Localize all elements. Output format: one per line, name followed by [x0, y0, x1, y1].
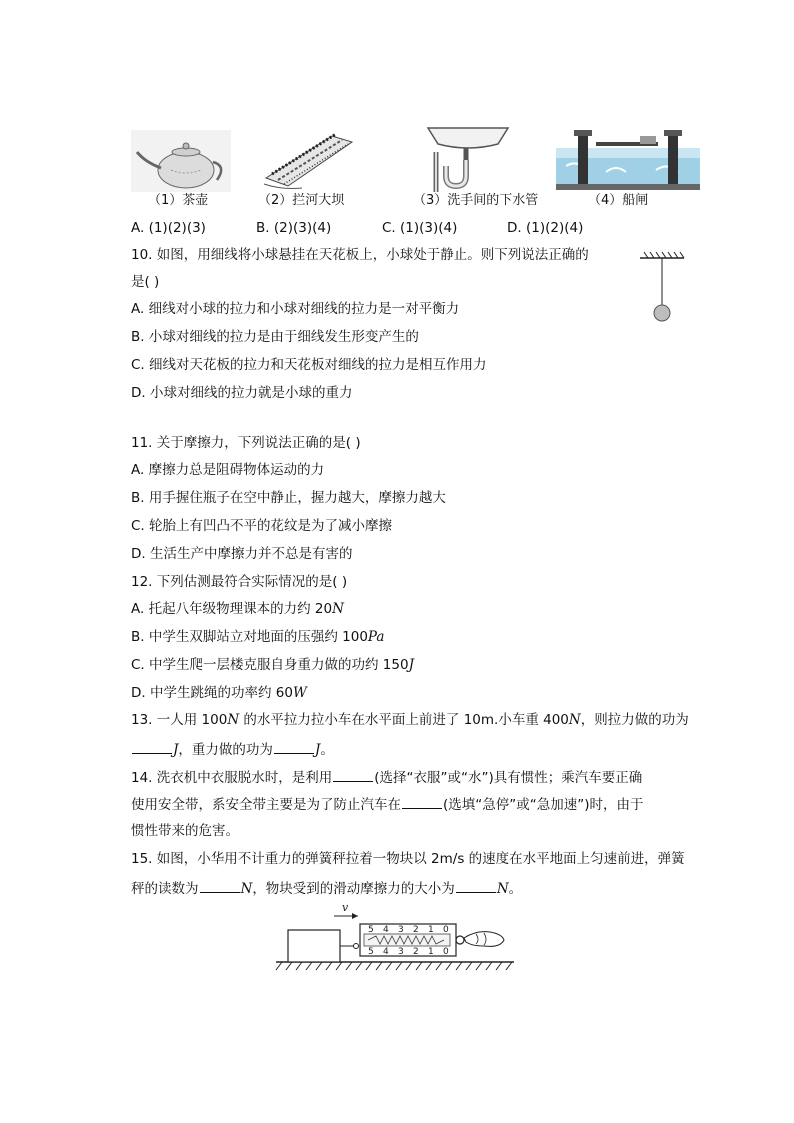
lock-caption: （4）船闸 — [588, 193, 649, 208]
q12-option-b: B. 中学生双脚站立对地面的压强约 100Pa — [131, 629, 385, 645]
velocity-label: v — [342, 901, 349, 914]
q12-option-a: A. 托起八年级物理课本的力约 20N — [131, 601, 344, 617]
q14-line1: 14. 洗衣机中衣服脱水时，是利用 (选择“衣服”或“水”)具有惯性；乘汽车要正确 — [131, 767, 642, 787]
scale-tick-top: 5 — [368, 925, 374, 935]
scale-tick-bottom: 2 — [413, 947, 419, 957]
spring-balance-figure — [276, 900, 516, 972]
dam-figure — [262, 128, 358, 192]
q15-blank-1[interactable] — [200, 878, 240, 893]
q9-option-d: D. (1)(2)(4) — [507, 220, 584, 236]
scale-tick-top: 2 — [413, 925, 419, 935]
dam-caption: （2）拦河大坝 — [258, 193, 345, 208]
q13-line1: 13. 一人用 100N 的水平拉力拉小车在水平面上前进了 10m.小车重 400N，则拉力做的功为 — [131, 712, 689, 728]
q10-option-d: D. 小球对细线的拉力就是小球的重力 — [131, 385, 353, 401]
q14-blank-1[interactable] — [333, 767, 373, 782]
q11-option-c: C. 轮胎上有凹凸不平的花纹是为了减小摩擦 — [131, 518, 393, 534]
q15-blank-2[interactable] — [456, 878, 496, 893]
scale-tick-top: 3 — [398, 925, 404, 935]
q11-stem: 11. 关于摩擦力，下列说法正确的是( ) — [131, 435, 361, 451]
scale-tick-top: 0 — [443, 925, 449, 935]
ship-lock-figure — [556, 126, 700, 192]
q10-stem-line1: 10. 如图，用细线将小球悬挂在天花板上，小球处于静止。则下列说法正确的 — [131, 247, 589, 263]
sink-drain-figure — [422, 124, 514, 194]
q13-line2: J，重力做的功为 J。 — [131, 739, 334, 759]
q11-option-d: D. 生活生产中摩擦力并不总是有害的 — [131, 546, 353, 562]
q14-blank-2[interactable] — [402, 794, 442, 809]
q12-option-c: C. 中学生爬一层楼克服自身重力做的功约 150J — [131, 657, 414, 673]
q12-option-d: D. 中学生跳绳的功率约 60W — [131, 685, 307, 701]
q11-option-b: B. 用手握住瓶子在空中静止，握力越大，摩擦力越大 — [131, 490, 446, 506]
q13-blank-1[interactable] — [132, 739, 172, 754]
drain-caption: （3）洗手间的下水管 — [413, 193, 539, 208]
scale-tick-bottom: 4 — [383, 947, 389, 957]
scale-tick-bottom: 1 — [428, 947, 434, 957]
q9-option-b: B. (2)(3)(4) — [256, 220, 332, 236]
teapot-figure — [131, 130, 231, 192]
scale-tick-top: 4 — [383, 925, 389, 935]
q14-line2: 使用安全带，系安全带主要是为了防止汽车在 (选填“急停”或“急加速”)时，由于 — [131, 794, 644, 814]
q10-option-a: A. 细线对小球的拉力和小球对细线的拉力是一对平衡力 — [131, 301, 460, 317]
teapot-caption: （1）茶壶 — [148, 193, 209, 208]
q15-line2: 秤的读数为 N，物块受到的滑动摩擦力的大小为 N。 — [131, 878, 522, 898]
q9-option-a: A. (1)(2)(3) — [131, 220, 206, 236]
q9-option-c: C. (1)(3)(4) — [382, 220, 458, 236]
q10-option-b: B. 小球对细线的拉力是由于细线发生形变产生的 — [131, 329, 419, 345]
q12-stem: 12. 下列估测最符合实际情况的是( ) — [131, 574, 348, 590]
q10-stem-line2: 是( ) — [131, 274, 160, 290]
q13-blank-2[interactable] — [274, 739, 314, 754]
scale-tick-bottom: 5 — [368, 947, 374, 957]
q15-line1: 15. 如图，小华用不计重力的弹簧秤拉着一物块以 2m/s 的速度在水平地面上匀速前进，弹簧 — [131, 851, 685, 867]
q14-line3: 惯性带来的危害。 — [131, 823, 239, 839]
scale-tick-bottom: 3 — [398, 947, 404, 957]
q10-option-c: C. 细线对天花板的拉力和天花板对细线的拉力是相互作用力 — [131, 357, 487, 373]
scale-tick-top: 1 — [428, 925, 434, 935]
hanging-ball-figure — [636, 252, 688, 326]
q11-option-a: A. 摩擦力总是阻碍物体运动的力 — [131, 462, 325, 478]
scale-tick-bottom: 0 — [443, 947, 449, 957]
